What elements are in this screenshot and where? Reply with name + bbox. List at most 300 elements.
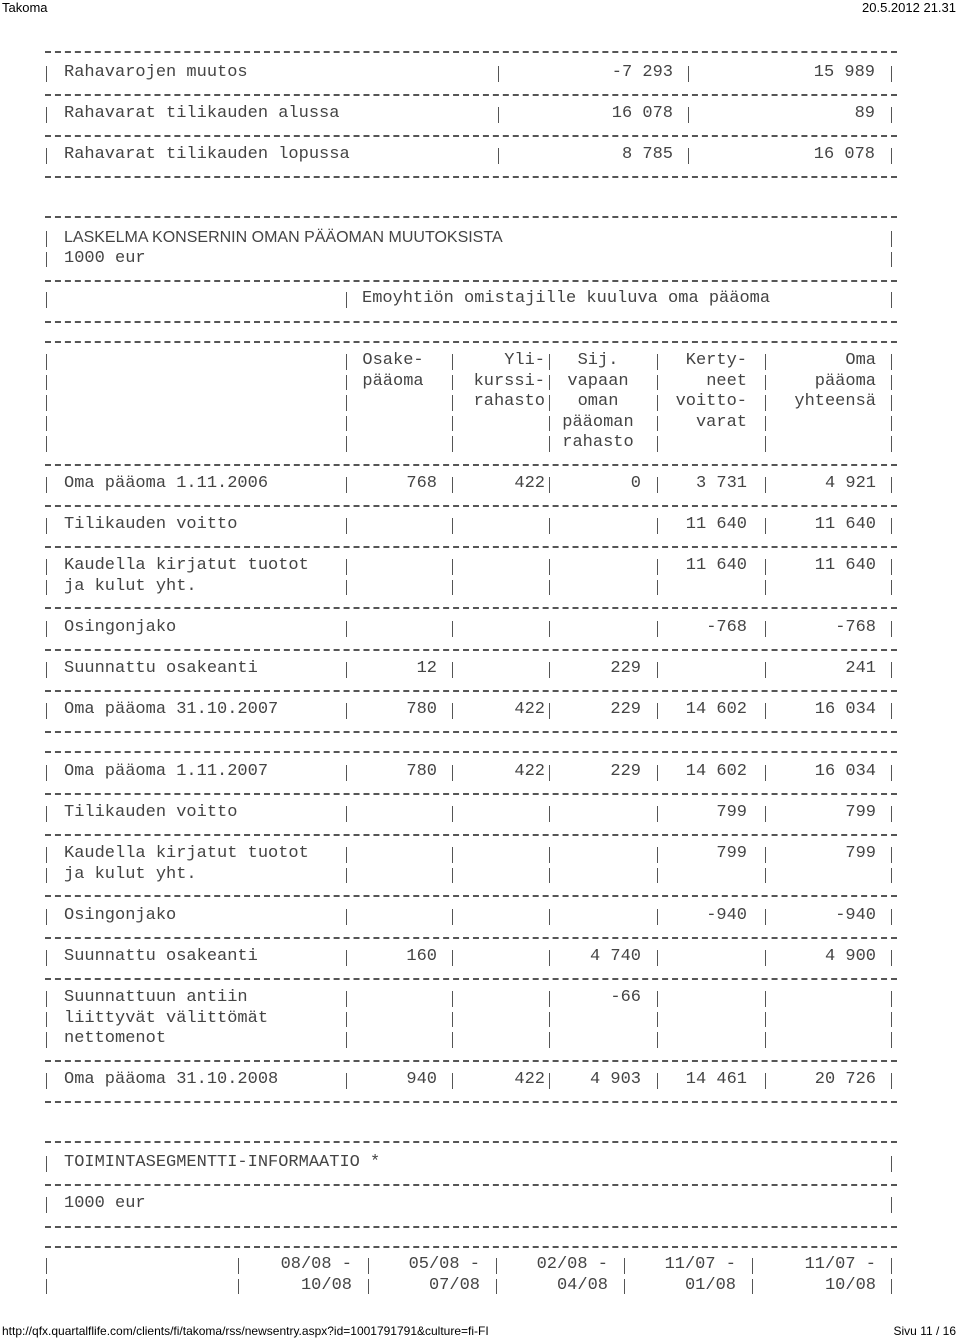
cell-separator (452, 1032, 453, 1048)
cashflow-value-2007: 89 (854, 104, 875, 123)
dashed-rule (45, 1101, 897, 1103)
cell-separator (891, 1012, 892, 1028)
cell-separator (46, 806, 47, 822)
cell-separator (549, 765, 550, 781)
cell-separator (891, 703, 892, 719)
equity-row-value: 780 (406, 762, 437, 781)
equity-row-value: 799 (716, 803, 747, 822)
cell-separator (549, 1012, 550, 1028)
equity-title: LASKELMA KONSERNIN OMAN PÄÄOMAN MUUTOKSISTA (64, 229, 503, 246)
cell-separator (346, 662, 347, 678)
segment-period-label: 11/07 - (804, 1255, 876, 1274)
cell-separator (46, 436, 47, 452)
column-header-line: yhteensä (794, 392, 876, 411)
equity-row-label: Oma pääoma 1.11.2006 (64, 474, 269, 493)
cashflow-value-2007: 16 078 (813, 145, 875, 164)
cashflow-row (45, 104, 897, 125)
cell-separator (549, 806, 550, 822)
cashflow-row (45, 63, 897, 84)
cell-separator (346, 868, 347, 884)
cell-separator (452, 950, 453, 966)
dashed-rule (45, 341, 897, 343)
cell-separator (46, 1279, 47, 1295)
segment-period-label: 07/08 (428, 1275, 480, 1295)
segment-period-label: 05/08 - (408, 1255, 480, 1274)
equity-row (45, 762, 897, 783)
cell-separator (891, 765, 892, 781)
equity-row-value: 4 900 (824, 947, 876, 966)
equity-row-value: 11 640 (685, 515, 747, 534)
cell-separator (891, 621, 892, 637)
cell-separator (891, 416, 892, 432)
equity-row-value: 799 (716, 844, 747, 863)
cashflow-value-2008: 8 785 (621, 145, 673, 164)
segment-period-label: 10/08 (300, 1275, 352, 1295)
equity-group-header (45, 289, 897, 310)
cell-separator (752, 1258, 753, 1274)
equity-row-value: 229 (610, 762, 641, 781)
cell-separator (891, 436, 892, 452)
equity-row-value: 768 (406, 474, 437, 493)
cell-separator (346, 950, 347, 966)
cell-separator (46, 868, 47, 884)
equity-row-label: Tilikauden voitto (64, 515, 238, 534)
cell-separator (452, 436, 453, 452)
cell-separator (346, 375, 347, 391)
segment-period-label: 01/08 (684, 1275, 736, 1295)
equity-row-value: 12 (416, 659, 437, 678)
cell-separator (891, 1156, 892, 1172)
cell-separator (891, 950, 892, 966)
cell-separator (346, 991, 347, 1007)
cell-separator (46, 252, 47, 268)
cell-separator (549, 1032, 550, 1048)
equity-row-value: -768 (706, 618, 747, 637)
cashflow-row (45, 145, 897, 166)
equity-row-label: Suunnattuun antiin (64, 988, 248, 1007)
equity-row-label: liittyvät välittömät (64, 1008, 269, 1028)
cell-separator (346, 436, 347, 452)
cell-separator (891, 395, 892, 411)
cell-separator (657, 991, 658, 1007)
dashed-rule (45, 649, 897, 651)
print-header-title: Takoma (2, 0, 48, 15)
cashflow-value-2008: -7 293 (611, 63, 673, 82)
cell-separator (346, 559, 347, 575)
cell-separator (657, 436, 658, 452)
equity-row-value: 4 740 (589, 947, 641, 966)
dashed-rule (45, 731, 897, 733)
cell-separator (891, 806, 892, 822)
segment-period-headers (45, 1255, 897, 1296)
column-header-line: pääoman (562, 412, 634, 432)
equity-row-label: Kaudella kirjatut tuotot (64, 844, 309, 863)
browser-print-header (0, 0, 960, 16)
cell-separator (891, 868, 892, 884)
dashed-rule (45, 834, 897, 836)
segment-period-label: 04/08 (556, 1275, 608, 1295)
cell-separator (498, 107, 499, 123)
cell-separator (46, 559, 47, 575)
equity-row-value: -940 (835, 906, 876, 925)
cell-separator (891, 252, 892, 268)
equity-row-value: -940 (706, 906, 747, 925)
cell-separator (46, 148, 47, 164)
cashflow-label: Rahavarojen muutos (64, 63, 248, 82)
cell-separator (346, 806, 347, 822)
equity-row-value: 14 461 (685, 1070, 747, 1089)
cell-separator (549, 436, 550, 452)
cell-separator (891, 354, 892, 370)
equity-row (45, 474, 897, 495)
equity-row-label: Suunnattu osakeanti (64, 659, 258, 678)
equity-row-value: 11 640 (814, 556, 876, 575)
equity-row (45, 700, 897, 721)
equity-row-value: 422 (514, 474, 545, 493)
cell-separator (452, 518, 453, 534)
cell-separator (891, 375, 892, 391)
cell-separator (346, 292, 347, 308)
cell-separator (688, 148, 689, 164)
cell-separator (452, 1012, 453, 1028)
print-header-date: 20.5.2012 21.31 (862, 0, 956, 15)
cell-separator (452, 868, 453, 884)
cell-separator (549, 868, 550, 884)
dashed-rule (45, 216, 897, 218)
cell-separator (765, 416, 766, 432)
cell-separator (624, 1279, 625, 1295)
cell-separator (368, 1258, 369, 1274)
cell-separator (346, 1073, 347, 1089)
equity-row-label: Osingonjako (64, 906, 177, 925)
cell-separator (765, 991, 766, 1007)
cell-separator (891, 477, 892, 493)
dashed-rule (45, 1141, 897, 1143)
dashed-rule (45, 321, 897, 323)
column-header-line: Oma (845, 351, 876, 370)
equity-row-value: 4 921 (824, 474, 876, 493)
cell-separator (496, 1258, 497, 1274)
cell-separator (46, 66, 47, 82)
segment-period-label: 10/08 (824, 1275, 876, 1295)
cell-separator (549, 1073, 550, 1089)
equity-row-label: ja kulut yht. (64, 576, 197, 596)
cell-separator (346, 909, 347, 925)
cell-separator (657, 580, 658, 596)
cell-separator (752, 1279, 753, 1295)
cell-separator (498, 148, 499, 164)
equity-title-block (45, 228, 897, 269)
segment-title-block (45, 1153, 897, 1174)
cashflow-label: Rahavarat tilikauden alussa (64, 104, 340, 123)
equity-row-value: 422 (514, 700, 545, 719)
equity-row (45, 844, 897, 885)
cell-separator (46, 375, 47, 391)
equity-row-label: Tilikauden voitto (64, 803, 238, 822)
cell-separator (891, 909, 892, 925)
equity-row-value: 940 (406, 1070, 437, 1089)
equity-column-headers (45, 351, 897, 454)
dashed-rule (45, 1226, 897, 1228)
column-header-line: oman (577, 392, 619, 411)
column-header-line: rahasto (562, 433, 634, 452)
column-header-line: rahasto (473, 392, 545, 411)
equity-row-value: 3 731 (695, 474, 747, 493)
cell-separator (368, 1279, 369, 1295)
equity-row (45, 618, 897, 639)
equity-row-value: 0 (630, 474, 641, 493)
dashed-rule (45, 464, 897, 466)
cell-separator (765, 580, 766, 596)
cashflow-label: Rahavarat tilikauden lopussa (64, 145, 350, 164)
dashed-rule (45, 1184, 897, 1186)
dashed-rule (45, 751, 897, 753)
cell-separator (346, 518, 347, 534)
cell-separator (346, 765, 347, 781)
cell-separator (657, 1012, 658, 1028)
cell-separator (346, 477, 347, 493)
cell-separator (452, 806, 453, 822)
cell-separator (891, 847, 892, 863)
cell-separator (891, 231, 892, 247)
segment-title: TOIMINTASEGMENTTI-INFORMAATIO * (64, 1153, 381, 1172)
dashed-rule (45, 937, 897, 939)
cell-separator (46, 1156, 47, 1172)
cell-separator (46, 518, 47, 534)
column-header-line: neet (706, 371, 747, 391)
equity-row-label: Oma pääoma 31.10.2007 (64, 700, 279, 719)
cell-separator (452, 991, 453, 1007)
dashed-rule (45, 94, 897, 96)
cell-separator (452, 580, 453, 596)
cell-separator (549, 416, 550, 432)
cell-separator (657, 868, 658, 884)
cell-separator (498, 66, 499, 82)
equity-row (45, 1070, 897, 1091)
dashed-rule (45, 135, 897, 137)
cell-separator (46, 354, 47, 370)
equity-row (45, 947, 897, 968)
segment-unit-block (45, 1194, 897, 1215)
segment-unit: 1000 eur (64, 1194, 146, 1213)
cell-separator (452, 847, 453, 863)
column-header-line: pääoma (814, 371, 876, 391)
equity-row-label: ja kulut yht. (64, 864, 197, 884)
cell-separator (624, 1258, 625, 1274)
cell-separator (46, 1012, 47, 1028)
cell-separator (891, 1197, 892, 1213)
segment-period-label: 02/08 - (536, 1255, 608, 1274)
equity-row (45, 515, 897, 536)
cell-separator (549, 559, 550, 575)
cell-separator (549, 991, 550, 1007)
cell-separator (346, 580, 347, 596)
cell-separator (46, 395, 47, 411)
cell-separator (346, 1012, 347, 1028)
equity-row-value: 11 640 (685, 556, 747, 575)
equity-row-value: -768 (835, 618, 876, 637)
cell-separator (46, 477, 47, 493)
dashed-rule (45, 280, 897, 282)
cell-separator (549, 580, 550, 596)
cell-separator (891, 1032, 892, 1048)
column-header-line: Osake- (362, 351, 424, 370)
cell-separator (346, 847, 347, 863)
equity-row (45, 803, 897, 824)
dashed-rule (45, 690, 897, 692)
cell-separator (688, 66, 689, 82)
cell-separator (346, 621, 347, 637)
column-header-line: Yli- (504, 351, 545, 370)
cell-separator (452, 662, 453, 678)
cell-separator (549, 477, 550, 493)
column-header-line: Kerty- (685, 351, 747, 370)
equity-row-value: 422 (514, 1070, 545, 1089)
cashflow-value-2008: 16 078 (611, 104, 673, 123)
equity-row-value: 20 726 (814, 1070, 876, 1089)
cell-separator (688, 107, 689, 123)
column-header-line: pääoma (362, 371, 424, 391)
cell-separator (891, 1073, 892, 1089)
cell-separator (46, 292, 47, 308)
cell-separator (549, 518, 550, 534)
cell-separator (346, 416, 347, 432)
equity-row-value: 11 640 (814, 515, 876, 534)
cell-separator (46, 416, 47, 432)
column-header-line: varat (695, 412, 747, 432)
equity-row-label: Kaudella kirjatut tuotot (64, 556, 309, 575)
equity-row (45, 556, 897, 597)
cell-separator (46, 107, 47, 123)
dashed-rule (45, 978, 897, 980)
segment-period-label: 08/08 - (280, 1255, 352, 1274)
cell-separator (765, 1012, 766, 1028)
cell-separator (765, 1032, 766, 1048)
equity-row-value: 241 (845, 659, 876, 678)
cell-separator (346, 354, 347, 370)
cell-separator (891, 559, 892, 575)
cell-separator (46, 1197, 47, 1213)
cell-separator (46, 1258, 47, 1274)
dashed-rule (45, 895, 897, 897)
cell-separator (46, 662, 47, 678)
cell-separator (46, 909, 47, 925)
cell-separator (549, 703, 550, 719)
equity-row-value: 14 602 (685, 762, 747, 781)
cashflow-value-2007: 15 989 (813, 63, 875, 82)
cell-separator (346, 703, 347, 719)
equity-row (45, 659, 897, 680)
equity-row-label: Oma pääoma 1.11.2007 (64, 762, 269, 781)
equity-row-value: 422 (514, 762, 545, 781)
cell-separator (549, 662, 550, 678)
dashed-rule (45, 793, 897, 795)
dashed-rule (45, 546, 897, 548)
cell-separator (549, 909, 550, 925)
equity-row-value: 4 903 (589, 1070, 641, 1089)
cell-separator (238, 1258, 239, 1274)
cell-separator (891, 148, 892, 164)
cell-separator (46, 847, 47, 863)
cell-separator (891, 518, 892, 534)
cell-separator (452, 416, 453, 432)
cell-separator (891, 991, 892, 1007)
equity-group-header-text: Emoyhtiön omistajille kuuluva oma pääoma (362, 289, 771, 308)
equity-row-value: 229 (610, 659, 641, 678)
equity-unit: 1000 eur (64, 248, 146, 268)
equity-row-label: Oma pääoma 31.10.2008 (64, 1070, 279, 1089)
cell-separator (46, 765, 47, 781)
cell-separator (891, 580, 892, 596)
cell-separator (891, 1279, 892, 1295)
equity-row-value: 799 (845, 844, 876, 863)
cell-separator (657, 662, 658, 678)
cell-separator (346, 1032, 347, 1048)
equity-row-value: 780 (406, 700, 437, 719)
dashed-rule (45, 176, 897, 178)
equity-row-value: 16 034 (814, 762, 876, 781)
cell-separator (765, 868, 766, 884)
dashed-rule (45, 1246, 897, 1248)
cell-separator (657, 950, 658, 966)
cell-separator (549, 950, 550, 966)
equity-row-label: Suunnattu osakeanti (64, 947, 258, 966)
cell-separator (238, 1279, 239, 1295)
cell-separator (891, 292, 892, 308)
equity-row-value: 229 (610, 700, 641, 719)
equity-row (45, 988, 897, 1050)
dashed-rule (45, 505, 897, 507)
dashed-rule (45, 607, 897, 609)
cell-separator (549, 354, 550, 370)
cell-separator (549, 621, 550, 637)
print-footer-url: http://qfx.quartalflife.com/clients/fi/takoma/rss/newsentry.aspx?id=1001791791&culture=fi-FI (2, 1324, 489, 1338)
column-header-line: vapaan (567, 371, 629, 391)
equity-row-label: Osingonjako (64, 618, 177, 637)
equity-row (45, 906, 897, 927)
cell-separator (46, 991, 47, 1007)
cell-separator (46, 621, 47, 637)
column-header-line: kurssi- (473, 371, 545, 391)
cell-separator (549, 375, 550, 391)
cell-separator (46, 1032, 47, 1048)
print-footer-page: Sivu 11 / 16 (893, 1324, 956, 1338)
equity-row-value: 14 602 (685, 700, 747, 719)
cell-separator (46, 231, 47, 247)
cell-separator (549, 395, 550, 411)
cell-separator (46, 703, 47, 719)
equity-row-value: 160 (406, 947, 437, 966)
cell-separator (46, 580, 47, 596)
column-header-line: Sij. (577, 351, 619, 370)
cell-separator (891, 1258, 892, 1274)
equity-row-value: -66 (610, 988, 641, 1007)
equity-row-value: 16 034 (814, 700, 876, 719)
segment-period-label: 11/07 - (664, 1255, 736, 1274)
equity-row-label: nettomenot (64, 1029, 167, 1048)
cell-separator (891, 107, 892, 123)
cell-separator (452, 909, 453, 925)
cell-separator (46, 950, 47, 966)
column-header-line: voitto- (675, 392, 747, 411)
equity-row-value: 799 (845, 803, 876, 822)
cell-separator (891, 662, 892, 678)
cell-separator (657, 1032, 658, 1048)
cell-separator (891, 66, 892, 82)
cell-separator (549, 847, 550, 863)
cell-separator (496, 1279, 497, 1295)
cell-separator (452, 559, 453, 575)
